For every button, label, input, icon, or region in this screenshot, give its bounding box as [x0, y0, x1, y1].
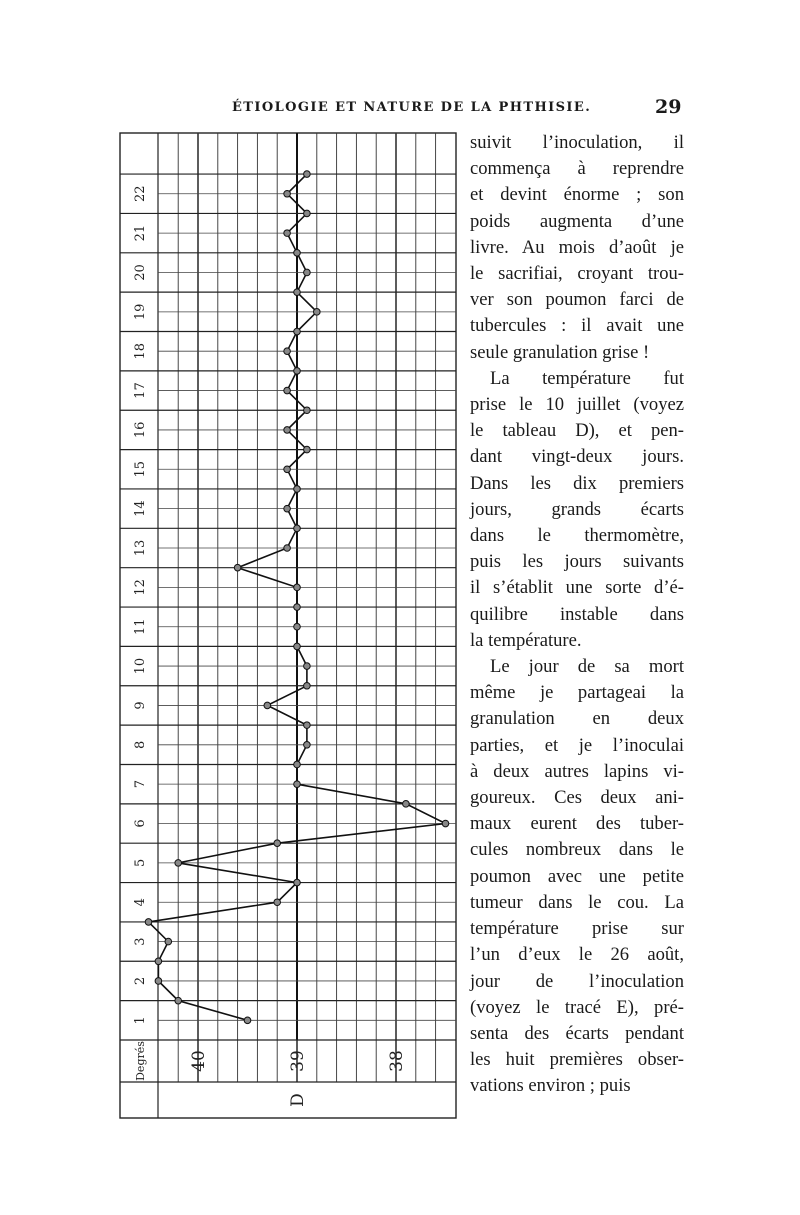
temperature-point: [294, 623, 301, 630]
temperature-point: [294, 584, 301, 591]
text-line: et devint énorme ; son: [470, 184, 684, 206]
text-line: cules nombreux dans le: [470, 839, 684, 861]
day-label: 20: [133, 264, 148, 281]
temperature-point: [304, 742, 311, 749]
temperature-point: [175, 860, 182, 867]
text-line: le tableau D), et pen-: [470, 420, 684, 442]
text-line: jour de l’inoculation: [470, 970, 684, 992]
body-text: [470, 130, 684, 1100]
temperature-point: [403, 801, 410, 808]
day-label: 16: [133, 421, 148, 439]
day-label: 12: [133, 579, 148, 596]
text-line: prise le 10 juillet (voyez: [470, 394, 684, 416]
page-number: 29: [655, 96, 682, 118]
day-label: 7: [133, 780, 148, 789]
temperature-point: [304, 722, 311, 729]
text-line: suivit l’inoculation, il: [470, 132, 684, 153]
day-label: 5: [133, 858, 148, 868]
text-line: commença à reprendre: [470, 158, 684, 180]
temperature-tick-label: 39: [288, 1050, 308, 1072]
text-line: poumon avec une petite: [470, 865, 684, 887]
text-line: Le jour de sa mort: [490, 656, 684, 678]
temperature-point: [294, 368, 301, 375]
text-line: livre. Au mois d’août je: [470, 236, 684, 258]
temperature-point: [244, 1017, 251, 1024]
day-label: 21: [133, 224, 148, 242]
day-label: 13: [133, 539, 148, 557]
temperature-point: [284, 230, 291, 237]
temperature-point: [294, 643, 301, 650]
day-label: 1: [133, 1016, 148, 1025]
temperature-point: [284, 545, 291, 552]
temperature-point: [294, 486, 301, 493]
temperature-point: [314, 309, 321, 316]
temperature-point: [294, 761, 301, 768]
temperature-point: [304, 407, 311, 414]
temperature-point: [304, 682, 311, 689]
temperature-point: [294, 289, 301, 296]
text-line: dans le thermomètre,: [470, 525, 684, 547]
text-line: tubercules : il avait une: [470, 315, 684, 337]
temperature-point: [274, 899, 281, 906]
day-label: 19: [133, 303, 148, 321]
temperature-point: [294, 328, 301, 335]
temperature-point: [284, 427, 291, 434]
temperature-point: [304, 171, 311, 178]
chart-frame: [120, 133, 456, 1118]
day-label: 18: [133, 342, 148, 360]
temperature-point: [284, 387, 291, 394]
text-line: quilibre instable dans: [470, 603, 684, 625]
text-line: les huit premières obser-: [470, 1049, 684, 1071]
temperature-point: [304, 446, 311, 453]
temperature-tick-label: 40: [189, 1050, 209, 1072]
day-label: 22: [133, 185, 148, 203]
temperature-point: [155, 978, 162, 985]
day-label: 6: [133, 819, 148, 828]
text-line: même je partageai la: [470, 682, 684, 704]
day-label: 17: [133, 382, 148, 399]
temperature-point: [304, 269, 311, 276]
temperature-point: [284, 190, 291, 197]
temperature-point: [304, 663, 311, 670]
text-line: granulation en deux: [470, 708, 684, 730]
day-label: 15: [133, 461, 148, 478]
temperature-point: [145, 919, 152, 926]
temperature-point: [284, 466, 291, 473]
day-label: 11: [133, 618, 148, 635]
day-label: 9: [133, 701, 148, 710]
temperature-point: [175, 997, 182, 1004]
temperature-point: [165, 938, 172, 945]
table-label: D: [288, 1093, 308, 1107]
text-line: le sacrifiai, croyant trou-: [470, 263, 684, 285]
day-label: 2: [133, 976, 148, 986]
text-line: poids augmenta d’une: [470, 210, 684, 232]
temperature-point: [274, 840, 281, 847]
temperature-point: [294, 525, 301, 532]
text-line: senta des écarts pendant: [470, 1022, 684, 1044]
temperature-point: [264, 702, 271, 709]
text-line: l’un d’eux le 26 août,: [470, 944, 684, 966]
temperature-point: [294, 879, 301, 886]
text-line: parties, et je l’inoculai: [470, 734, 684, 756]
day-label: 3: [133, 937, 148, 946]
temperature-point: [294, 604, 301, 611]
temperature-point: [234, 564, 241, 571]
text-line: (voyez le tracé E), pré-: [470, 996, 684, 1018]
text-line: température prise sur: [470, 918, 684, 940]
text-line: à deux autres lapins vi-: [470, 760, 684, 782]
text-line: la température.: [470, 629, 582, 651]
temperature-point: [284, 505, 291, 512]
text-line: seule granulation grise !: [470, 341, 650, 363]
day-label: 14: [133, 500, 148, 517]
day-label: 4: [133, 898, 148, 907]
temperature-point: [294, 781, 301, 788]
text-line: maux eurent des tuber-: [470, 813, 684, 835]
text-line: La température fut: [490, 367, 684, 389]
text-line: il s’établit une sorte d’é-: [470, 577, 684, 599]
temperature-tick-label: 38: [387, 1050, 407, 1072]
temperature-point: [294, 250, 301, 257]
temperature-point: [304, 210, 311, 217]
text-line: dant vingt-deux jours.: [470, 446, 684, 468]
temperature-point: [155, 958, 162, 965]
day-label: 10: [133, 657, 148, 675]
running-head: ÉTIOLOGIE ET NATURE DE LA PHTHISIE.: [232, 100, 592, 115]
text-line: ver son poumon farci de: [470, 289, 684, 311]
axis-title: Degrés: [134, 1041, 147, 1081]
chart-grid: [120, 133, 456, 1118]
text-line: goureux. Ces deux ani-: [470, 787, 684, 809]
temperature-point: [284, 348, 291, 355]
temperature-point: [442, 820, 449, 827]
text-line: jours, grands écarts: [470, 498, 684, 520]
text-line: Dans les dix premiers: [470, 472, 684, 494]
text-line: puis les jours suivants: [470, 551, 684, 573]
text-line: vations environ ; puis: [470, 1075, 631, 1097]
text-line: tumeur dans le cou. La: [470, 891, 684, 913]
day-label: 8: [133, 740, 148, 749]
